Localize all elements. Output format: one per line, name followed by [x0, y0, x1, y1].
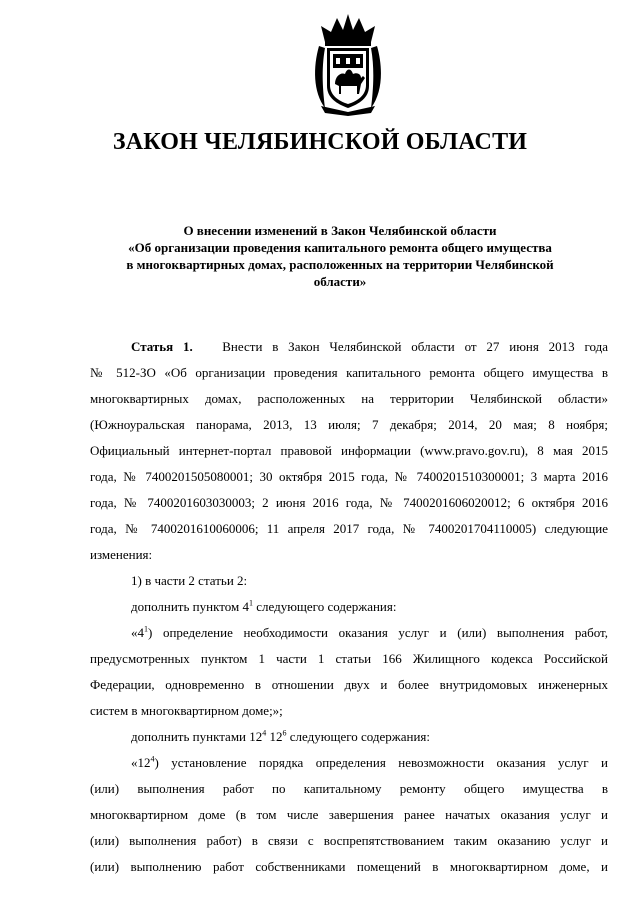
amendment-add-point: дополнить пунктом $4^1$ следующего содержания: [131, 598, 397, 614]
article-1 [90, 334, 608, 880]
quote-2-line: (или) выполнения работ по капитальному ремонту общего имущества в [90, 781, 608, 796]
document-title: ЗАКОН ЧЕЛЯБИНСКОЙ ОБЛАСТИ [112, 129, 528, 155]
subtitle-line: О внесении изменений в Закон Челябинской области [183, 223, 497, 238]
document-subtitle [100, 222, 580, 290]
article-text: Внести в Закон Челябинской области от 27 июня 2013 года [222, 339, 609, 354]
quote-2-line: (или) выполнения работ) в связи с воспрепятствованием таким оказанию услуг и [90, 833, 608, 848]
quote-1-line: систем в многоквартирном доме;»; [90, 703, 283, 718]
article-line: Официальный интернет-портал правовой информации (www.pravo.gov.ru), 8 мая 2015 [90, 443, 608, 458]
article-1-first-line [90, 334, 608, 360]
quote-2-line: (или) выполнению работ собственниками помещений в многоквартирном доме, и [90, 859, 608, 874]
article-line: года, № 7400201505080001; 30 октября 2015 года, № 7400201510300001; 3 марта 2016 [90, 469, 608, 484]
article-line: года, № 7400201610060006; 11 апреля 2017 года, № 7400201704110005) следующие [90, 521, 608, 536]
article-heading: Статья 1. [131, 339, 193, 354]
item-1: 1) в части 2 статьи 2: [131, 573, 248, 588]
article-line: № 512-ЗО «Об организации проведения капитального ремонта общего имущества в [90, 365, 608, 380]
amendment-add-points: дополнить пунктами $12^4$ $12^6$ следующего содержания: [131, 728, 431, 744]
subtitle-line: области» [313, 274, 367, 289]
article-line: многоквартирных домах, расположенных на территории Челябинской области» [90, 391, 608, 406]
quote-1-line: предусмотренных пунктом 1 части 1 статьи 166 Жилищного кодекса Российской [90, 651, 608, 666]
subtitle-line: «Об организации проведения капитального ремонта общего имущества [128, 240, 552, 255]
article-line: изменения: [90, 547, 153, 562]
quote-1-first-line: «$4^1$) определение необходимости оказания услуг и (или) выполнения работ, [131, 624, 608, 640]
article-line: (Южноуральская панорама, 2013, 13 июля; 7 декабря; 2014, 20 мая; 8 ноября; [90, 417, 608, 432]
quote-2-line: многоквартирном доме (в том числе завершения ранее начатых оказания услуг и [90, 807, 608, 822]
article-line: года, № 7400201603030003; 2 июня 2016 года, № 7400201606020012; 6 октября 2016 [90, 495, 608, 510]
quote-1-line: Федерации, одновременно в отношении двух и более внутридомовых инженерных [90, 677, 608, 692]
quote-2-first-line: «$12^4$) установление порядка определения невозможности оказания услуг и [131, 754, 608, 770]
chelyabinsk-coat-of-arms-icon [311, 12, 385, 116]
subtitle-line: в многоквартирных домах, расположенных на территории Челябинской [126, 257, 554, 272]
